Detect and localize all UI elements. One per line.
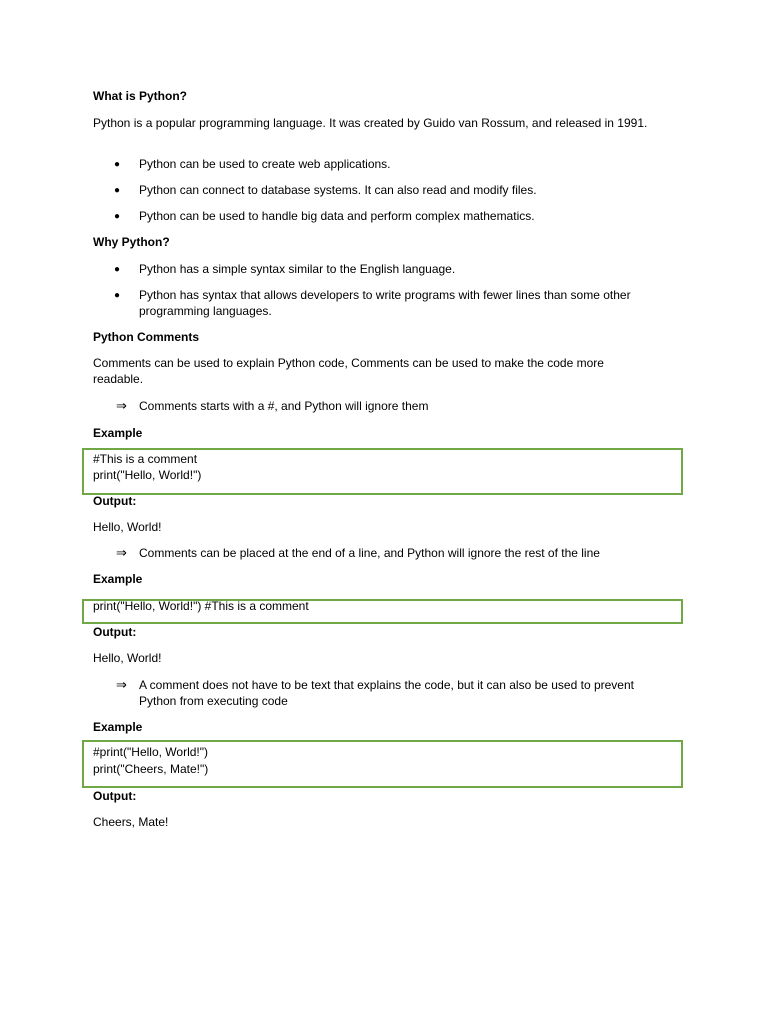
output-label: Output: <box>93 789 137 803</box>
intro-paragraph: Python is a popular programming language. It was created by Guido van Rossum, and released in 1991. <box>93 116 648 130</box>
bullet-item: Python can be used to handle big data and perform complex mathematics. <box>139 209 535 223</box>
arrow-icon: ⇒ <box>116 677 127 692</box>
arrow-icon: ⇒ <box>116 398 127 413</box>
bullet-item: Python has a simple syntax similar to the English language. <box>139 262 456 276</box>
arrow-icon: ⇒ <box>116 545 127 560</box>
bullet-item: Python can connect to database systems. It can also read and modify files. <box>139 183 537 197</box>
bullet-dot: ● <box>114 159 121 170</box>
example-label: Example <box>93 426 143 440</box>
output-text: Cheers, Mate! <box>93 815 169 829</box>
output-label: Output: <box>93 494 137 508</box>
code-line: print("Hello, World!") <box>93 468 202 482</box>
example-note: A comment does not have to be text that explains the code, but it can also be used to prevent Python from executing code <box>139 678 634 708</box>
example-note: Comments can be placed at the end of a line, and Python will ignore the rest of the line <box>139 546 600 560</box>
code-line: print("Cheers, Mate!") <box>93 762 209 776</box>
comments-intro-paragraph: Comments can be used to explain Python code, Comments can be used to make the code more readable. <box>93 356 604 386</box>
output-text: Hello, World! <box>93 520 162 534</box>
code-line: print("Hello, World!") #This is a comment <box>93 599 309 613</box>
bullet-item: Python has syntax that allows developers to write programs with fewer lines than some other programming languages. <box>139 288 631 318</box>
bullet-dot: ● <box>114 264 121 275</box>
bullet-dot: ● <box>114 211 121 222</box>
heading-why-python: Why Python? <box>93 235 170 249</box>
example-note: Comments starts with a #, and Python will ignore them <box>139 399 429 413</box>
example-label: Example <box>93 720 143 734</box>
output-label: Output: <box>93 625 137 639</box>
output-text: Hello, World! <box>93 651 162 665</box>
heading-what-is-python: What is Python? <box>93 89 187 103</box>
code-line: #This is a comment <box>93 452 198 466</box>
example-label: Example <box>93 572 143 586</box>
bullet-item: Python can be used to create web applications. <box>139 157 391 171</box>
heading-python-comments: Python Comments <box>93 330 200 344</box>
bullet-dot: ● <box>114 290 121 301</box>
bullet-dot: ● <box>114 185 121 196</box>
code-line: #print("Hello, World!") <box>93 745 208 759</box>
